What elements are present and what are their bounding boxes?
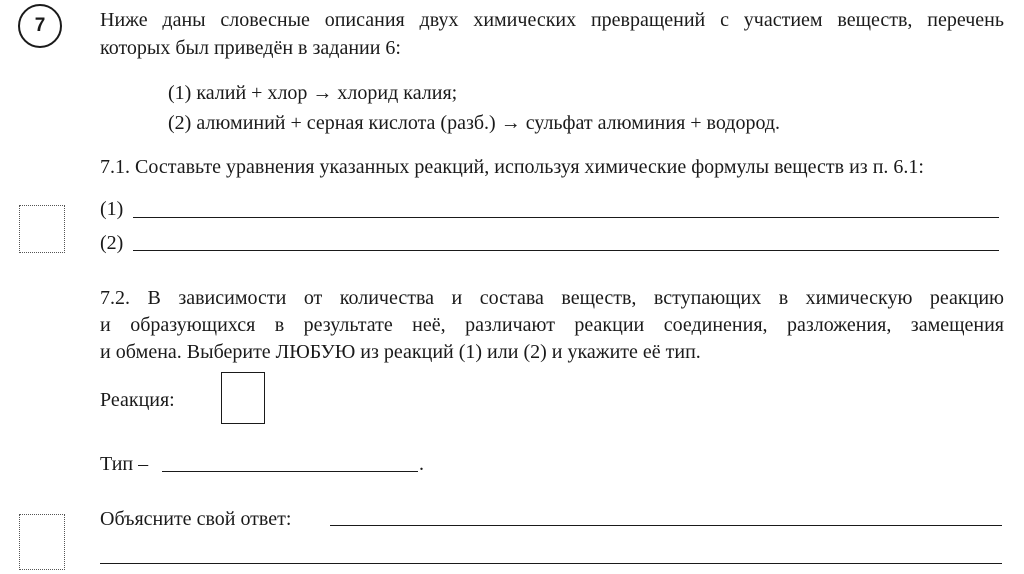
task-number: 7 (34, 15, 46, 36)
score-box-7-1[interactable] (19, 205, 65, 253)
equation-2-label: (2) (100, 232, 124, 254)
reaction-1-description: (1) калий + хлор → хлорид калия; (168, 82, 458, 104)
reaction-2-description: (2) алюминий + серная кислота (разб.) → сульфат алюминия + водород. (168, 112, 781, 134)
reaction-choice-box[interactable] (221, 372, 265, 424)
reaction-type-answer-line[interactable] (162, 471, 418, 472)
question-7-2-line-1: 7.2. В зависимости от количества и состава веществ, вступающих в химическую реакцию (100, 287, 1004, 309)
question-7-2-line-3: и обмена. Выберите ЛЮБУЮ из реакций (1) или (2) и укажите её тип. (100, 341, 701, 363)
explain-answer-label: Объясните свой ответ: (100, 508, 292, 530)
reaction-choice-label: Реакция: (100, 389, 175, 411)
equation-1-answer-line[interactable] (133, 217, 999, 218)
task-intro-line-2: которых был приведён в задании 6: (100, 37, 401, 59)
explanation-answer-line-2[interactable] (100, 563, 1002, 564)
task-number-badge (18, 4, 62, 48)
equation-2-answer-line[interactable] (133, 250, 999, 251)
explanation-answer-line-1[interactable] (330, 525, 1002, 526)
reaction-type-label: Тип – (100, 453, 149, 475)
task-intro-line-1: Ниже даны словесные описания двух химических превращений с участием веществ, перечень (100, 9, 1004, 31)
question-7-2-line-2: и образующихся в результате неё, различают реакции соединения, разложения, замещения (100, 314, 1004, 336)
reaction-type-period: . (419, 453, 424, 475)
question-7-1-text: 7.1. Составьте уравнения указанных реакций, используя химические формулы веществ из п. 6.1: (100, 156, 924, 178)
equation-1-label: (1) (100, 198, 124, 220)
score-box-7-2[interactable] (19, 514, 65, 570)
